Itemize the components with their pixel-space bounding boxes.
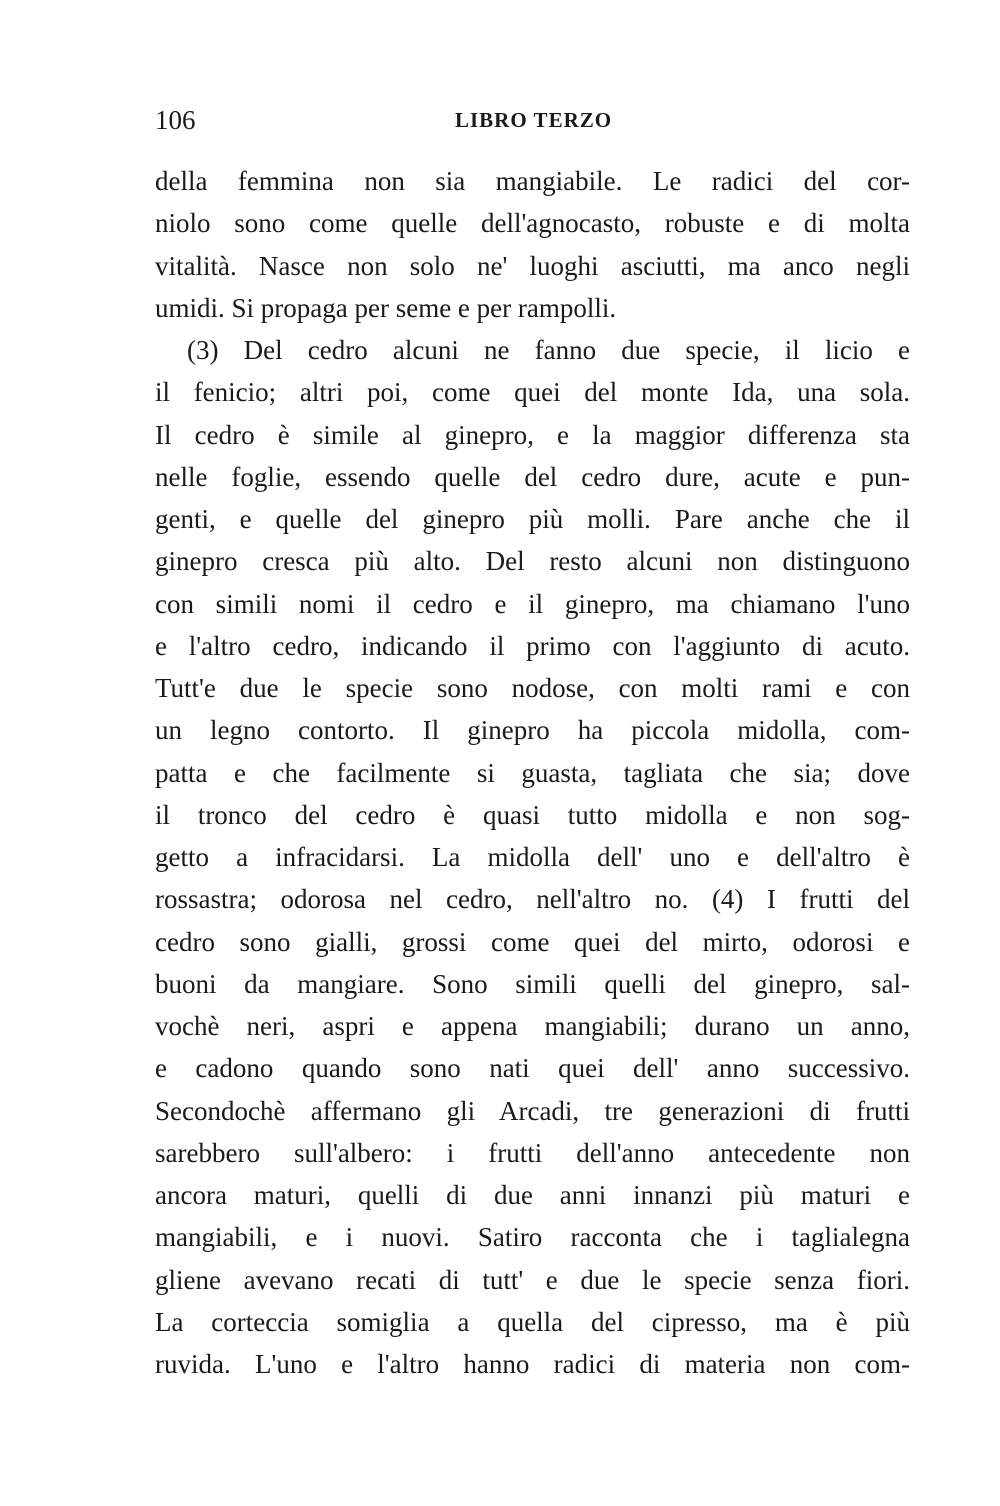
running-title: LIBRO TERZO	[455, 108, 613, 132]
page-number: 106	[155, 105, 196, 135]
running-head	[155, 100, 905, 140]
text-line: con simili nomi il cedro e il ginepro, ma chiamano l'uno	[155, 588, 910, 619]
text-line: mangiabili, e i nuovi. Satiro racconta che i taglialegna	[155, 1222, 910, 1253]
text-line: genti, e quelle del ginepro più molli. Pare anche che il	[155, 504, 910, 534]
text-line: rossastra; odorosa nel cedro, nell'altro no. (4) I frutti del	[155, 884, 910, 915]
text-line: Il cedro è simile al ginepro, e la maggior differenza sta	[155, 419, 910, 450]
text-line: (3) Del cedro alcuni ne fanno due specie, il licio e	[187, 335, 910, 365]
text-line: il tronco del cedro è quasi tutto midolla e non sog-	[155, 799, 910, 830]
text-line: niolo sono come quelle dell'agnocasto, robuste e di molta	[155, 208, 910, 239]
body-text	[155, 160, 910, 1385]
text-line: della femmina non sia mangiabile. Le radici del cor-	[155, 166, 910, 196]
text-line: Tutt'e due le specie sono nodose, con molti rami e con	[155, 673, 910, 703]
text-line: patta e che facilmente si guasta, tagliata che sia; dove	[155, 757, 910, 788]
text-line: un legno contorto. Il ginepro ha piccola midolla, com-	[155, 715, 910, 746]
text-line: ginepro cresca più alto. Del resto alcuni non distinguono	[155, 546, 910, 577]
text-line: vochè neri, aspri e appena mangiabili; durano un anno,	[155, 1011, 910, 1041]
text-line: e l'altro cedro, indicando il primo con l'aggiunto di acuto.	[155, 630, 910, 661]
text-line: cedro sono gialli, grossi come quei del mirto, odorosi e	[155, 926, 910, 957]
text-line: buoni da mangiare. Sono simili quelli del ginepro, sal-	[155, 968, 910, 999]
text-line: sarebbero sull'albero: i frutti dell'anno antecedente non	[155, 1137, 910, 1168]
text-line: La corteccia somiglia a quella del cipresso, ma è più	[155, 1306, 910, 1337]
text-line: nelle foglie, essendo quelle del cedro dure, acute e pun-	[155, 461, 910, 492]
text-line: e cadono quando sono nati quei dell' anno successivo.	[155, 1053, 910, 1084]
text-line: ancora maturi, quelli di due anni innanzi più maturi e	[155, 1180, 910, 1210]
text-line: umidi. Si propaga per seme e per rampolli.	[155, 292, 617, 323]
text-line: gliene avevano recati di tutt' e due le specie senza fiori.	[155, 1264, 910, 1295]
text-line: vitalità. Nasce non solo ne' luoghi asciutti, ma anco negli	[155, 250, 910, 281]
text-line: il fenicio; altri poi, come quei del monte Ida, una sola.	[155, 377, 910, 408]
text-line: getto a infracidarsi. La midolla dell' uno e dell'altro è	[155, 842, 910, 872]
text-line: Secondochè affermano gli Arcadi, tre generazioni di frutti	[155, 1095, 910, 1126]
text-line: ruvida. L'uno e l'altro hanno radici di materia non com-	[155, 1349, 910, 1379]
